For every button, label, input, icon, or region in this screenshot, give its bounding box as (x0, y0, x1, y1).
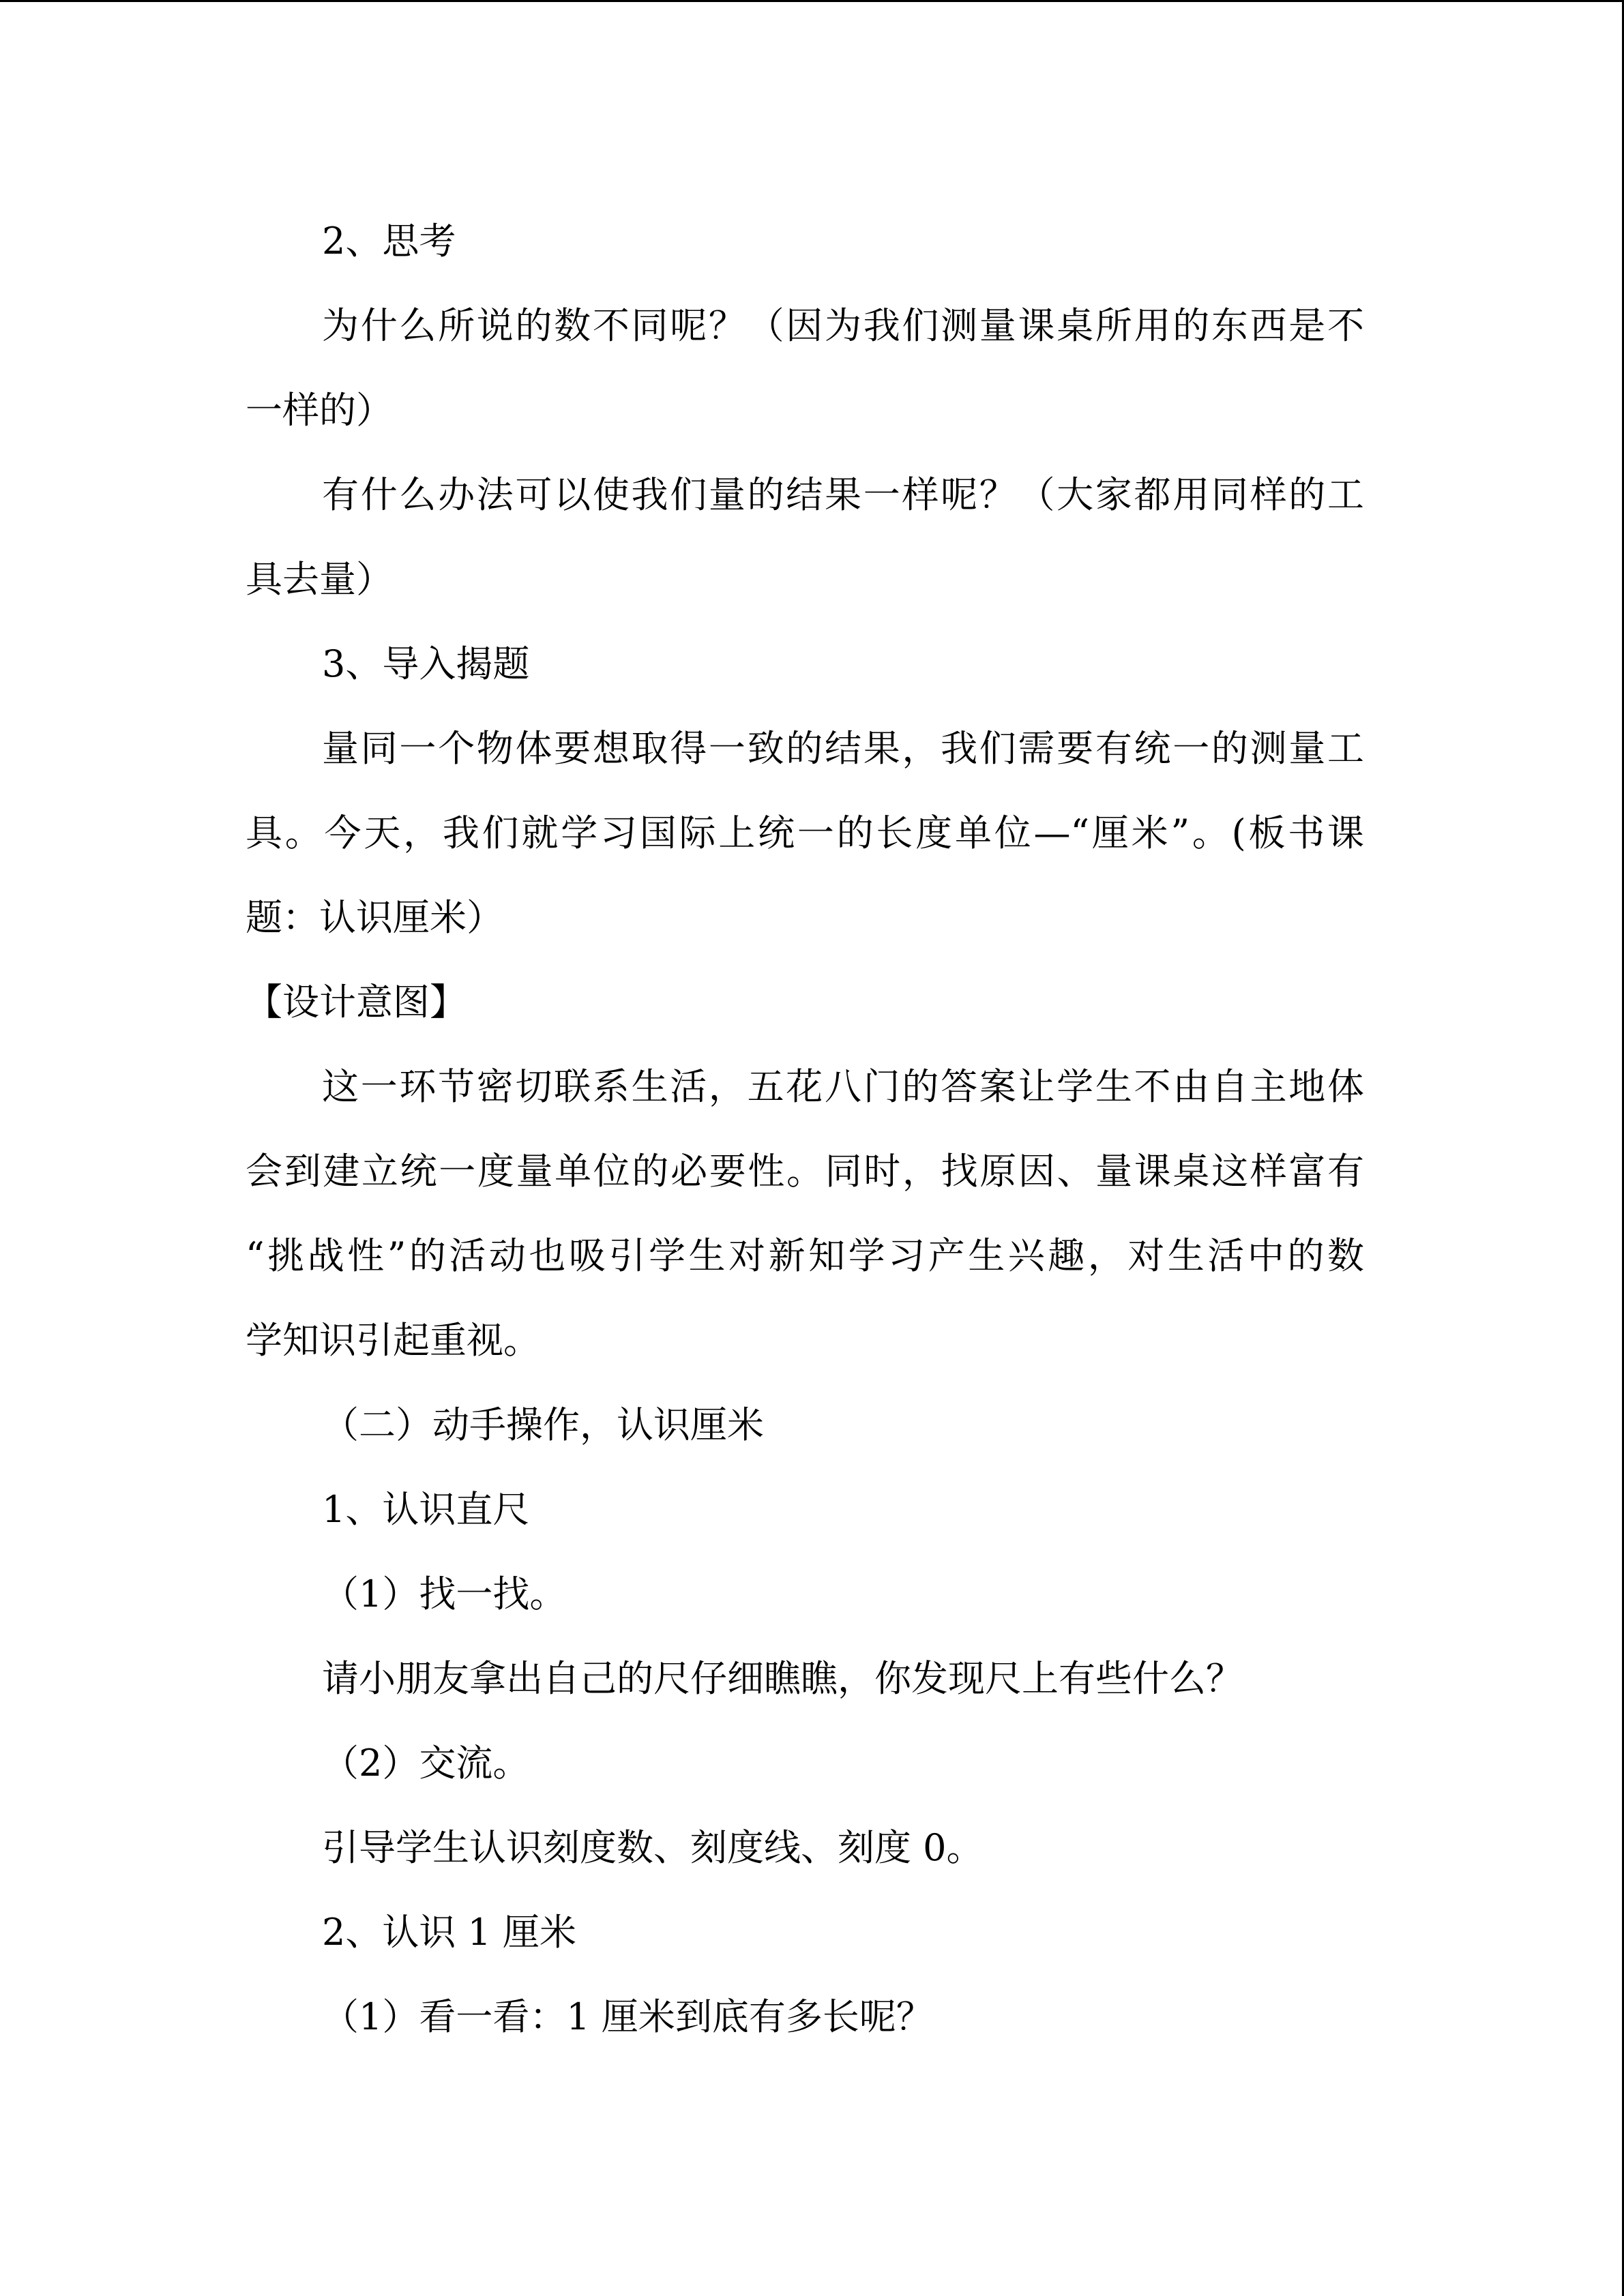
paragraph-line: 一样的） (246, 389, 393, 432)
paragraph-line: 具去量） (246, 558, 393, 601)
paragraph-line: 量同一个物体要想取得一致的结果，我们需要有统一的测量工 (322, 727, 1364, 770)
paragraph-line: 具。今天，我们就学习国际上统一的长度单位—“厘米”。(板书课 (246, 811, 1364, 854)
heading-thinking: 2、思考 (322, 220, 456, 263)
paragraph-line: 为什么所说的数不同呢？（因为我们测量课桌所用的东西是不 (322, 304, 1364, 347)
paragraph-line: 请小朋友拿出自己的尺仔细瞧瞧，你发现尺上有些什么？ (322, 1657, 1243, 1700)
paragraph-line: 引导学生认识刻度数、刻度线、刻度 0。 (322, 1826, 984, 1869)
paragraph-line: 学知识引起重视。 (246, 1319, 540, 1362)
paragraph-line: “挑战性”的活动也吸引学生对新知学习产生兴趣，对生活中的数 (246, 1234, 1364, 1277)
heading-know-ruler: 1、认识直尺 (322, 1488, 530, 1531)
section-heading-hands-on: （二）动手操作，认识厘米 (322, 1403, 764, 1446)
paragraph-line: 有什么办法可以使我们量的结果一样呢？（大家都用同样的工 (322, 473, 1364, 516)
document-page (246, 199, 1364, 2059)
subheading-exchange: （2）交流。 (322, 1742, 530, 1785)
heading-know-1cm: 2、认识 1 厘米 (322, 1911, 577, 1954)
paragraph-line: 会到建立统一度量单位的必要性。同时，找原因、量课桌这样富有 (246, 1150, 1364, 1193)
page-top-border (0, 0, 1624, 2)
heading-introduce-topic: 3、导入揭题 (322, 642, 530, 685)
subheading-look: （1）看一看：1 厘米到底有多长呢？ (322, 1995, 933, 2038)
design-intent-heading: 【设计意图】 (246, 981, 467, 1024)
paragraph-line: 题：认识厘米） (246, 896, 503, 939)
paragraph-line: 这一环节密切联系生活，五花八门的答案让学生不由自主地体 (322, 1065, 1364, 1108)
subheading-find: （1）找一找。 (322, 1572, 567, 1615)
